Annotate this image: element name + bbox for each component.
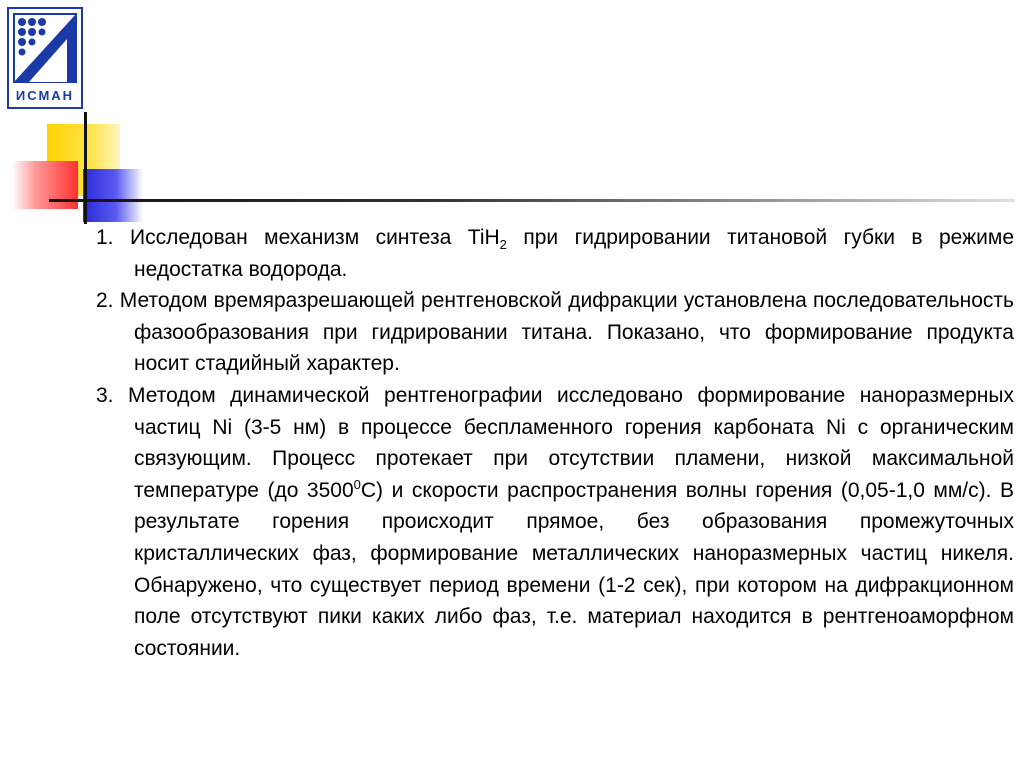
item-text: Исследован механизм синтеза TiH: [129, 226, 500, 249]
item-number: 1.: [96, 226, 114, 249]
logo: [7, 7, 83, 109]
decor-vertical-line: [84, 112, 87, 224]
slide-content: [96, 222, 1014, 664]
item-number: 2.: [96, 289, 114, 313]
logo-emblem-icon: [9, 9, 81, 87]
item-text-cont: при гидрировании титановой губки в режиме недостатка водорода.: [134, 226, 1015, 281]
list-item: [96, 222, 1014, 285]
item-number: 3.: [96, 383, 114, 407]
decor-horizontal-rule: [49, 199, 1015, 202]
subscript: 2: [499, 237, 507, 253]
item-text-cont: С) и скорости распространения волны горения (0,05-1,0 мм/с). В результате горения происходит прямое, без образования промежуточных кристаллических фаз, формирование металлических наноразмерных частиц никеля. Обнаружено, что существует период времени (1-2 сек), при котором на дифракционном поле отсутствуют пики каких либо фаз, т.е. материал находится в рентгеноаморфном состоянии.: [134, 478, 1014, 660]
decor-blue-square: [83, 169, 143, 222]
list-item: [96, 380, 1014, 664]
superscript: 0: [353, 476, 361, 492]
logo-text: ИСМАН: [15, 88, 75, 103]
item-text: Методом динамической рентгенографии исследовано формирование наноразмерных частиц Ni (3-5 нм) в процессе беспламенного горения карбоната Ni с органическим связующим. Процесс протекает при отсутствии пламени, низкой максимальной температуре (до 3500: [128, 383, 1014, 502]
item-text: Методом времяразрешающей рентгеновской дифракции установлена последовательность фазообразования при гидрировании титана. Показано, что формирование продукта носит стадийный характер.: [119, 289, 1014, 376]
list-item: [96, 285, 1014, 380]
